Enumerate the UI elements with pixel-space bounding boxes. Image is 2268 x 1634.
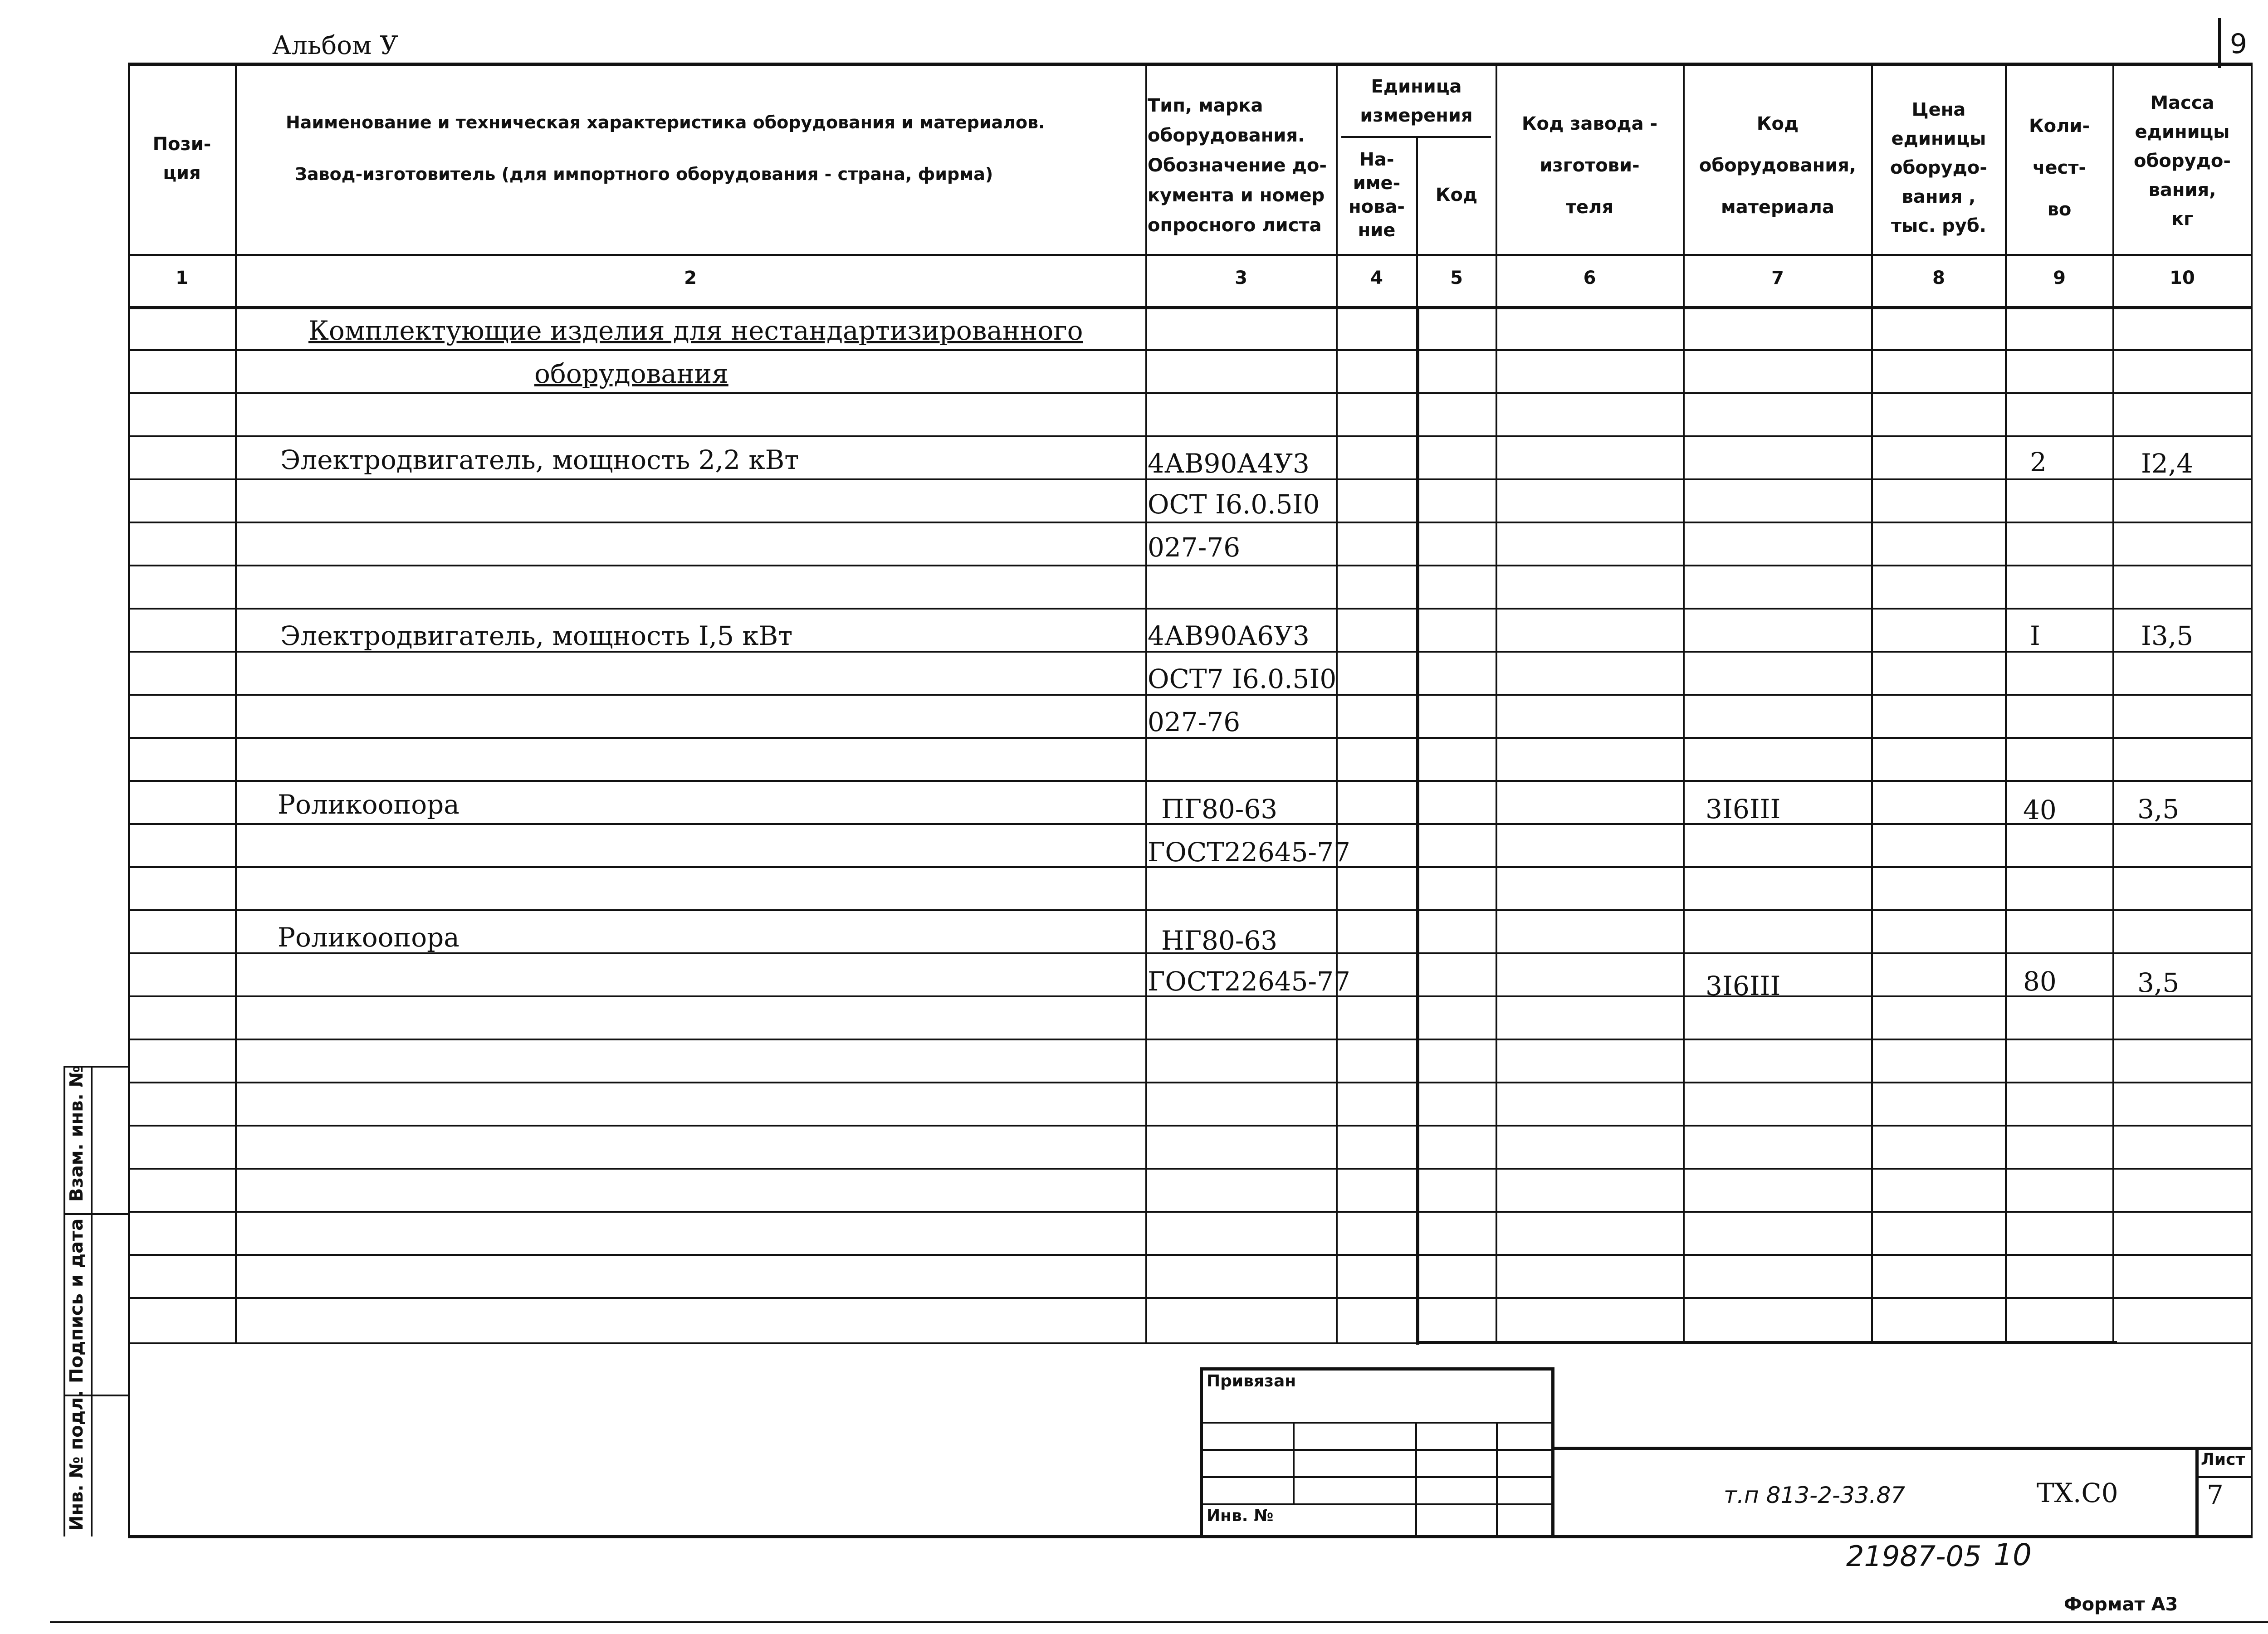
- col-number-4: 4: [1370, 268, 1383, 288]
- item-type-line: НГ80-63: [1161, 925, 1278, 956]
- item-type-line: 027-76: [1148, 532, 1241, 563]
- sheet-label: Лист: [2201, 1450, 2245, 1469]
- section-title-line2: оборудования: [534, 358, 728, 389]
- col-number-6: 6: [1583, 268, 1596, 288]
- item-quantity: 40: [2023, 795, 2057, 825]
- album-label: Альбом У: [272, 31, 398, 60]
- inv-no-label: Инв. №: [1207, 1507, 1274, 1525]
- section-title-line1: Комплектующие изделия для нестандартизированного: [308, 315, 1083, 346]
- item-name: Роликоопора: [278, 789, 459, 820]
- col-number-9: 9: [2053, 268, 2066, 288]
- col-header-unit-code: Код: [1435, 185, 1478, 205]
- col-number-10: 10: [2170, 268, 2195, 288]
- col-header-mass: Масса единицы оборудо- вания, кг: [2134, 93, 2231, 229]
- format-label: Формат А3: [2064, 1594, 2178, 1615]
- col-header-factory-code: Код завода - изготови- теля: [1521, 113, 1658, 218]
- privyazan-label: Привязан: [1207, 1372, 1296, 1390]
- item-equipment-code: 3I6III: [1706, 971, 1781, 1001]
- col-header-name-line1: Наименование и техническая характеристика оборудования и материалов.: [286, 112, 1045, 132]
- item-type-line: ГОСТ22645-77: [1148, 966, 1350, 997]
- item-quantity: 2: [2030, 447, 2047, 478]
- item-name: Электродвигатель, мощность 2,2 кВт: [280, 444, 799, 475]
- col-header-equipment-code: Код оборудования, материала: [1699, 113, 1857, 218]
- item-quantity: I: [2030, 620, 2040, 651]
- item-type-line: 4АВ90А4У3: [1148, 448, 1310, 479]
- col-header-type: Тип, марка оборудования. Обозначение до- кумента и номер опросного листа: [1148, 95, 1327, 236]
- col-number-1: 1: [176, 268, 188, 288]
- col-number-5: 5: [1450, 268, 1463, 288]
- item-mass: I2,4: [2141, 448, 2194, 479]
- item-type-line: 4АВ90А6У3: [1148, 620, 1310, 651]
- item-type-line: ОСТ I6.0.5I0: [1148, 489, 1320, 520]
- item-mass: 3,5: [2137, 967, 2180, 998]
- col-number-3: 3: [1235, 268, 1247, 288]
- col-number-7: 7: [1771, 268, 1784, 288]
- sheet-number: 7: [2207, 1479, 2224, 1510]
- item-name: Роликоопора: [278, 922, 459, 953]
- doc-code: ТХ.С0: [2037, 1478, 2118, 1508]
- col-header-unit-group: Единица измерения: [1360, 76, 1473, 126]
- col-header-position: Пози- ция: [152, 134, 211, 184]
- item-equipment-code: 3I6III: [1706, 794, 1781, 824]
- col-header-unit-name: На- име- нова- ние: [1348, 149, 1405, 241]
- side-label-inv-podl: Инв. № подл.: [66, 1390, 87, 1531]
- item-name: Электродвигатель, мощность I,5 кВт: [280, 620, 793, 651]
- col-header-quantity: Коли- чест- во: [2028, 116, 2090, 220]
- col-number-2: 2: [684, 268, 697, 288]
- item-quantity: 80: [2023, 966, 2057, 997]
- item-mass: 3,5: [2137, 794, 2180, 824]
- page-number: 9: [2229, 28, 2248, 60]
- item-type-line: 027-76: [1148, 707, 1241, 737]
- item-type-line: ПГ80-63: [1161, 794, 1278, 824]
- bottom-rule: [50, 1621, 2268, 1623]
- col-number-8: 8: [1932, 268, 1945, 288]
- inventory-handwritten: 21987-05: [1846, 1540, 1982, 1573]
- side-label-podpis: Подпись и дата: [66, 1218, 87, 1383]
- item-type-line: ОСТ7 I6.0.5I0: [1148, 663, 1337, 694]
- side-label-vzam: Взам. инв. №: [66, 1065, 87, 1202]
- col-header-price: Цена единицы оборудо- вания , тыс. руб.: [1890, 99, 1987, 236]
- item-mass: I3,5: [2141, 620, 2194, 651]
- col-header-name-line2: Завод-изготовитель (для импортного оборудования - страна, фирма): [295, 164, 993, 184]
- inventory-page: 10: [1994, 1537, 2032, 1572]
- item-type-line: ГОСТ22645-77: [1148, 837, 1350, 868]
- project-code: т.п 813-2-33.87: [1724, 1482, 1906, 1508]
